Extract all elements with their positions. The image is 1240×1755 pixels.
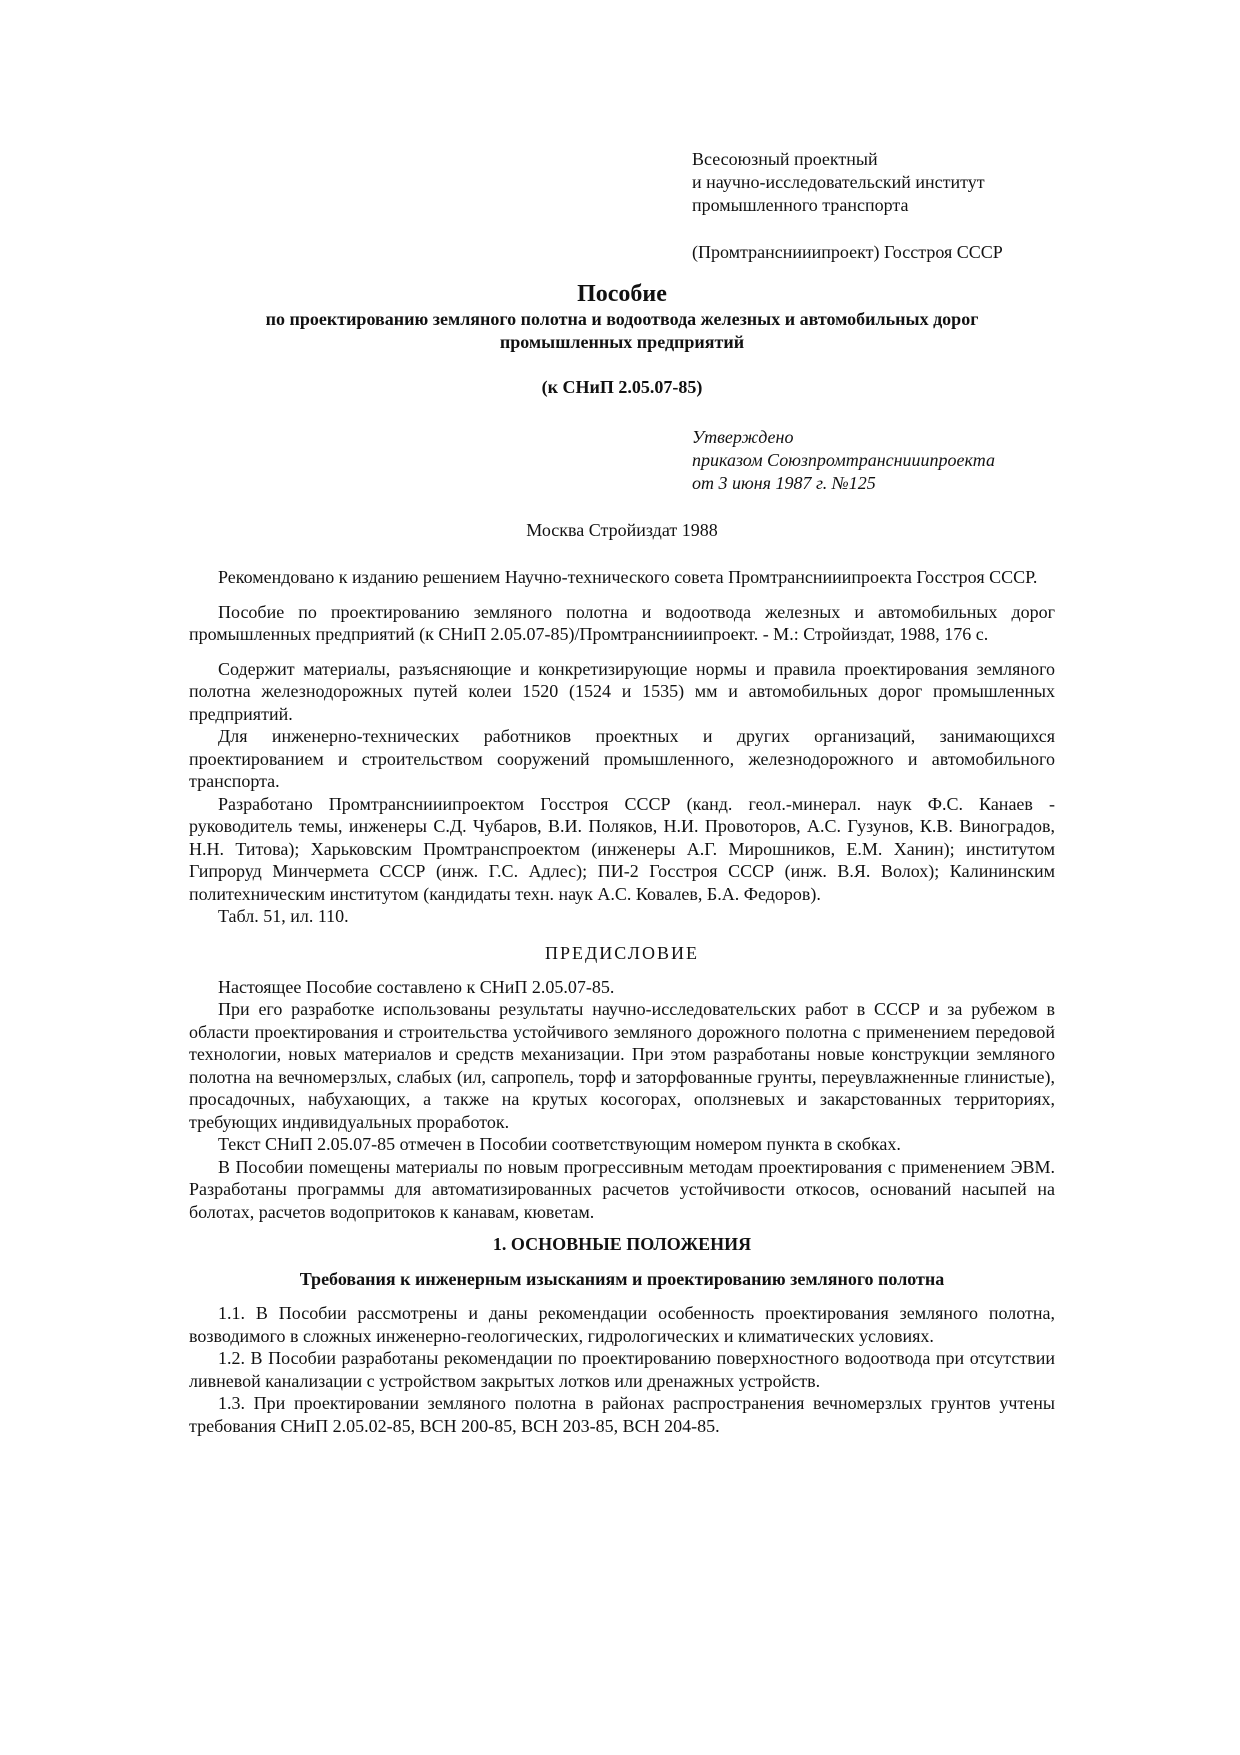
org-line: и научно-исследовательский институт [692,172,985,192]
org-short-name: (Промтранснииипроект) Госстроя СССР [692,242,1003,262]
org-line: промышленного транспорта [692,195,909,215]
subtitle-line: по проектированию земляного полотна и водоотвода железных и автомобильных дорог [265,309,979,329]
snip-reference: (к СНиП 2.05.07-85) [541,377,703,397]
document-subtitle [189,308,1055,354]
section-paragraph: 1.1. В Пособии рассмотрены и даны рекомендации особенность проектирования земляного полотна, возводимого в сложных инженерно-геологических, гидрологических и климатических условиях. [189,1303,1055,1346]
intro-paragraph: Рекомендовано к изданию решением Научно-технического совета Промтранснииипроекта Госстроя СССР. [218,567,1038,587]
preface-paragraph: Текст СНиП 2.05.07-85 отмечен в Пособии соответствующим номером пункта в скобках. [218,1134,901,1154]
document-content [189,148,1055,1437]
preface-paragraph: При его разработке использованы результаты научно-исследовательских работ в СССР и за рубежом в области проектирования и строительства устойчивого земляного дорожного полотна с применением передовой технологии, новых материалов и средств механизации. При этом разработаны новые конструкции земляного полотна на вечномерзлых, слабых (ил, сапропель, торф и заторфованные грунты, переувлажненные глинистые), просадочных, набухающих, а также на крутых косогорах, оползневых и закарстованных территориях, требующих индивидуальных проработок. [189,999,1055,1132]
preface-paragraph: Настоящее Пособие составлено к СНиП 2.05.07-85. [218,976,615,997]
publisher-line: Москва Стройиздат 1988 [526,520,718,540]
section-paragraph: 1.2. В Пособии разработаны рекомендации по проектированию поверхностного водоотвода при отсутствии ливневой канализации с устройством закрытых лотков или дренажных устройств. [189,1348,1055,1391]
organization-block [692,148,1055,264]
section-subheading: Требования к инженерным изысканиям и проектированию земляного полотна [299,1269,945,1289]
intro-paragraph: Разработано Промтранснииипроектом Госстроя СССР (канд. геол.-минерал. наук Ф.С. Канаев - руководитель темы, инженеры С.Д. Чубаров, В.И. Поляков, Н.И. Провоторов, А.С. Гузунов, К.В. Виноградов, Н.Н. Титова); Харьковским Промтранспроектом (инженеры А.Г. Мирошников, Е.М. Ханин); институтом Гипроруд Минчермета СССР (инж. Г.С. Адлес); ПИ-2 Госстроя СССР (инж. В.Я. Волох); Калининским политехническим институтом (кандидаты техн. наук А.С. Ковалев, Б.А. Федоров). [189,793,1055,904]
intro-paragraph: Табл. 51, ил. 110. [218,906,349,926]
intro-paragraph: Для инженерно-технических работников проектных и других организаций, занимающихся проектированием и строительством сооружений промышленного, железнодорожного и автомобильного транспорта. [189,726,1055,791]
intro-paragraph: Содержит материалы, разъясняющие и конкретизирующие нормы и правила проектирования земляного полотна железнодорожных путей колеи 1520 (1524 и 1535) мм и автомобильных дорог промышленных предприятий. [189,658,1055,724]
approval-block [692,426,1055,495]
subtitle-line: промышленных предприятий [499,332,745,352]
approval-line: от 3 июня 1987 г. №125 [692,473,876,493]
intro-paragraph: Пособие по проектированию земляного полотна и водоотвода железных и автомобильных дорог промышленных предприятий (к СНиП 2.05.07-85)/Промтранснииипроект. - М.: Стройиздат, 1988, 176 с. [189,601,1055,644]
section-heading: 1. ОСНОВНЫЕ ПОЛОЖЕНИЯ [492,1234,752,1254]
approval-line: Утверждено [692,427,794,447]
document-title: Пособие [577,281,667,307]
org-line: Всесоюзный проектный [692,149,878,169]
preface-paragraph: В Пособии помещены материалы по новым прогрессивным методам проектирования с применением ЭВМ. Разработаны программы для автоматизированных расчетов устойчивости откосов, оснований насыпей на болотах, расчетов водопритоков к канавам, кюветам. [189,1156,1055,1222]
preface-heading: ПРЕДИСЛОВИЕ [544,942,700,963]
approval-line: приказом Союзпромтранснииипроекта [692,450,995,470]
section-paragraph: 1.3. При проектировании земляного полотна в районах распространения вечномерзлых грунтов учтены требования СНиП 2.05.02-85, ВСН 200-85, ВСН 203-85, ВСН 204-85. [189,1393,1055,1436]
